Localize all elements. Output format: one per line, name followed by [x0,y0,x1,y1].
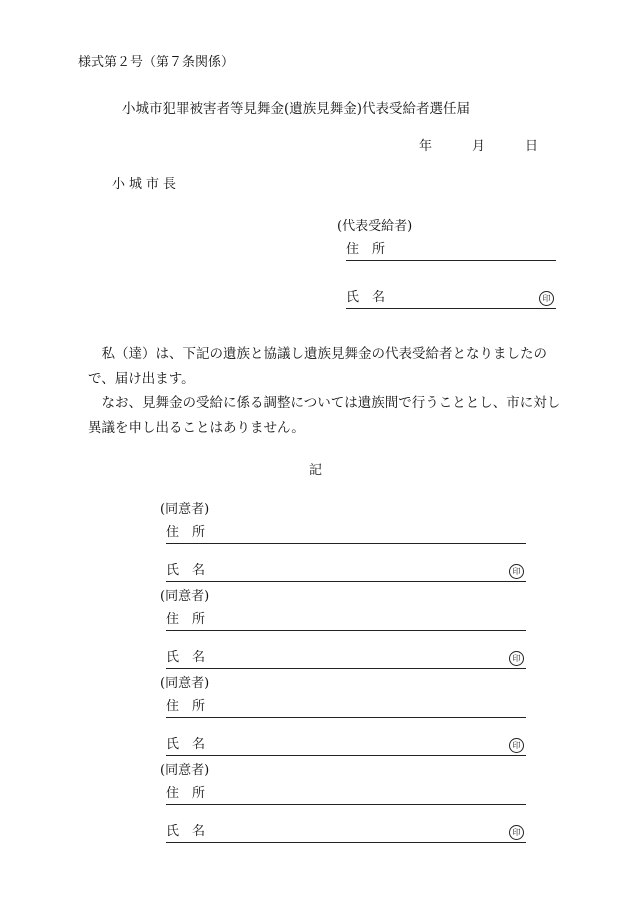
seal-mark-icon: 印 [509,564,524,579]
consenter-heading: (同意者) [160,763,210,778]
addressee: 小城市長 [112,177,181,192]
address-label: 住 所 [346,242,386,257]
seal-mark-icon: 印 [539,291,554,306]
consenter-address-field[interactable] [166,526,526,544]
consenter-name-field[interactable] [166,651,526,669]
form-number: 様式第２号（第７条関係） [78,55,235,70]
consenter-heading: (同意者) [160,589,210,604]
seal-mark-icon: 印 [509,651,524,666]
name-label: 氏 名 [346,290,386,305]
declaration-paragraph-2: なお、見舞金の受給に係る調整については遺族間で行うこととし、市に対し異議を申し出ることはありません。 [88,395,561,436]
representative-address-field[interactable] [346,243,556,261]
seal-mark-icon: 印 [509,825,524,840]
consenter-name-field[interactable] [166,825,526,843]
record-heading: 記 [309,463,323,478]
consenter-heading: (同意者) [160,676,210,691]
document-title: 小城市犯罪被害者等見舞金(遺族見舞金)代表受給者選任届 [122,101,471,117]
address-label: 住 所 [166,699,206,714]
consenter-name-field[interactable] [166,738,526,756]
consenter-address-field[interactable] [166,700,526,718]
representative-heading: (代表受給者) [337,219,413,234]
date-line [419,140,538,153]
name-label: 氏 名 [166,650,206,665]
declaration-paragraph-1: 私（達）は、下記の遺族と協議し遺族見舞金の代表受給者となりましたので、届け出ます。 [88,346,547,387]
date-year-label: 年 [419,139,433,154]
seal-mark-icon: 印 [509,738,524,753]
address-label: 住 所 [166,525,206,540]
date-month-label: 月 [472,139,486,154]
address-label: 住 所 [166,786,206,801]
representative-name-field[interactable] [346,291,556,309]
consenter-heading: (同意者) [160,502,210,517]
name-label: 氏 名 [166,824,206,839]
date-day-label: 日 [525,139,539,154]
declaration-text [88,342,568,440]
consenter-name-field[interactable] [166,564,526,582]
consenter-address-field[interactable] [166,613,526,631]
name-label: 氏 名 [166,737,206,752]
address-label: 住 所 [166,612,206,627]
name-label: 氏 名 [166,563,206,578]
consenter-address-field[interactable] [166,787,526,805]
